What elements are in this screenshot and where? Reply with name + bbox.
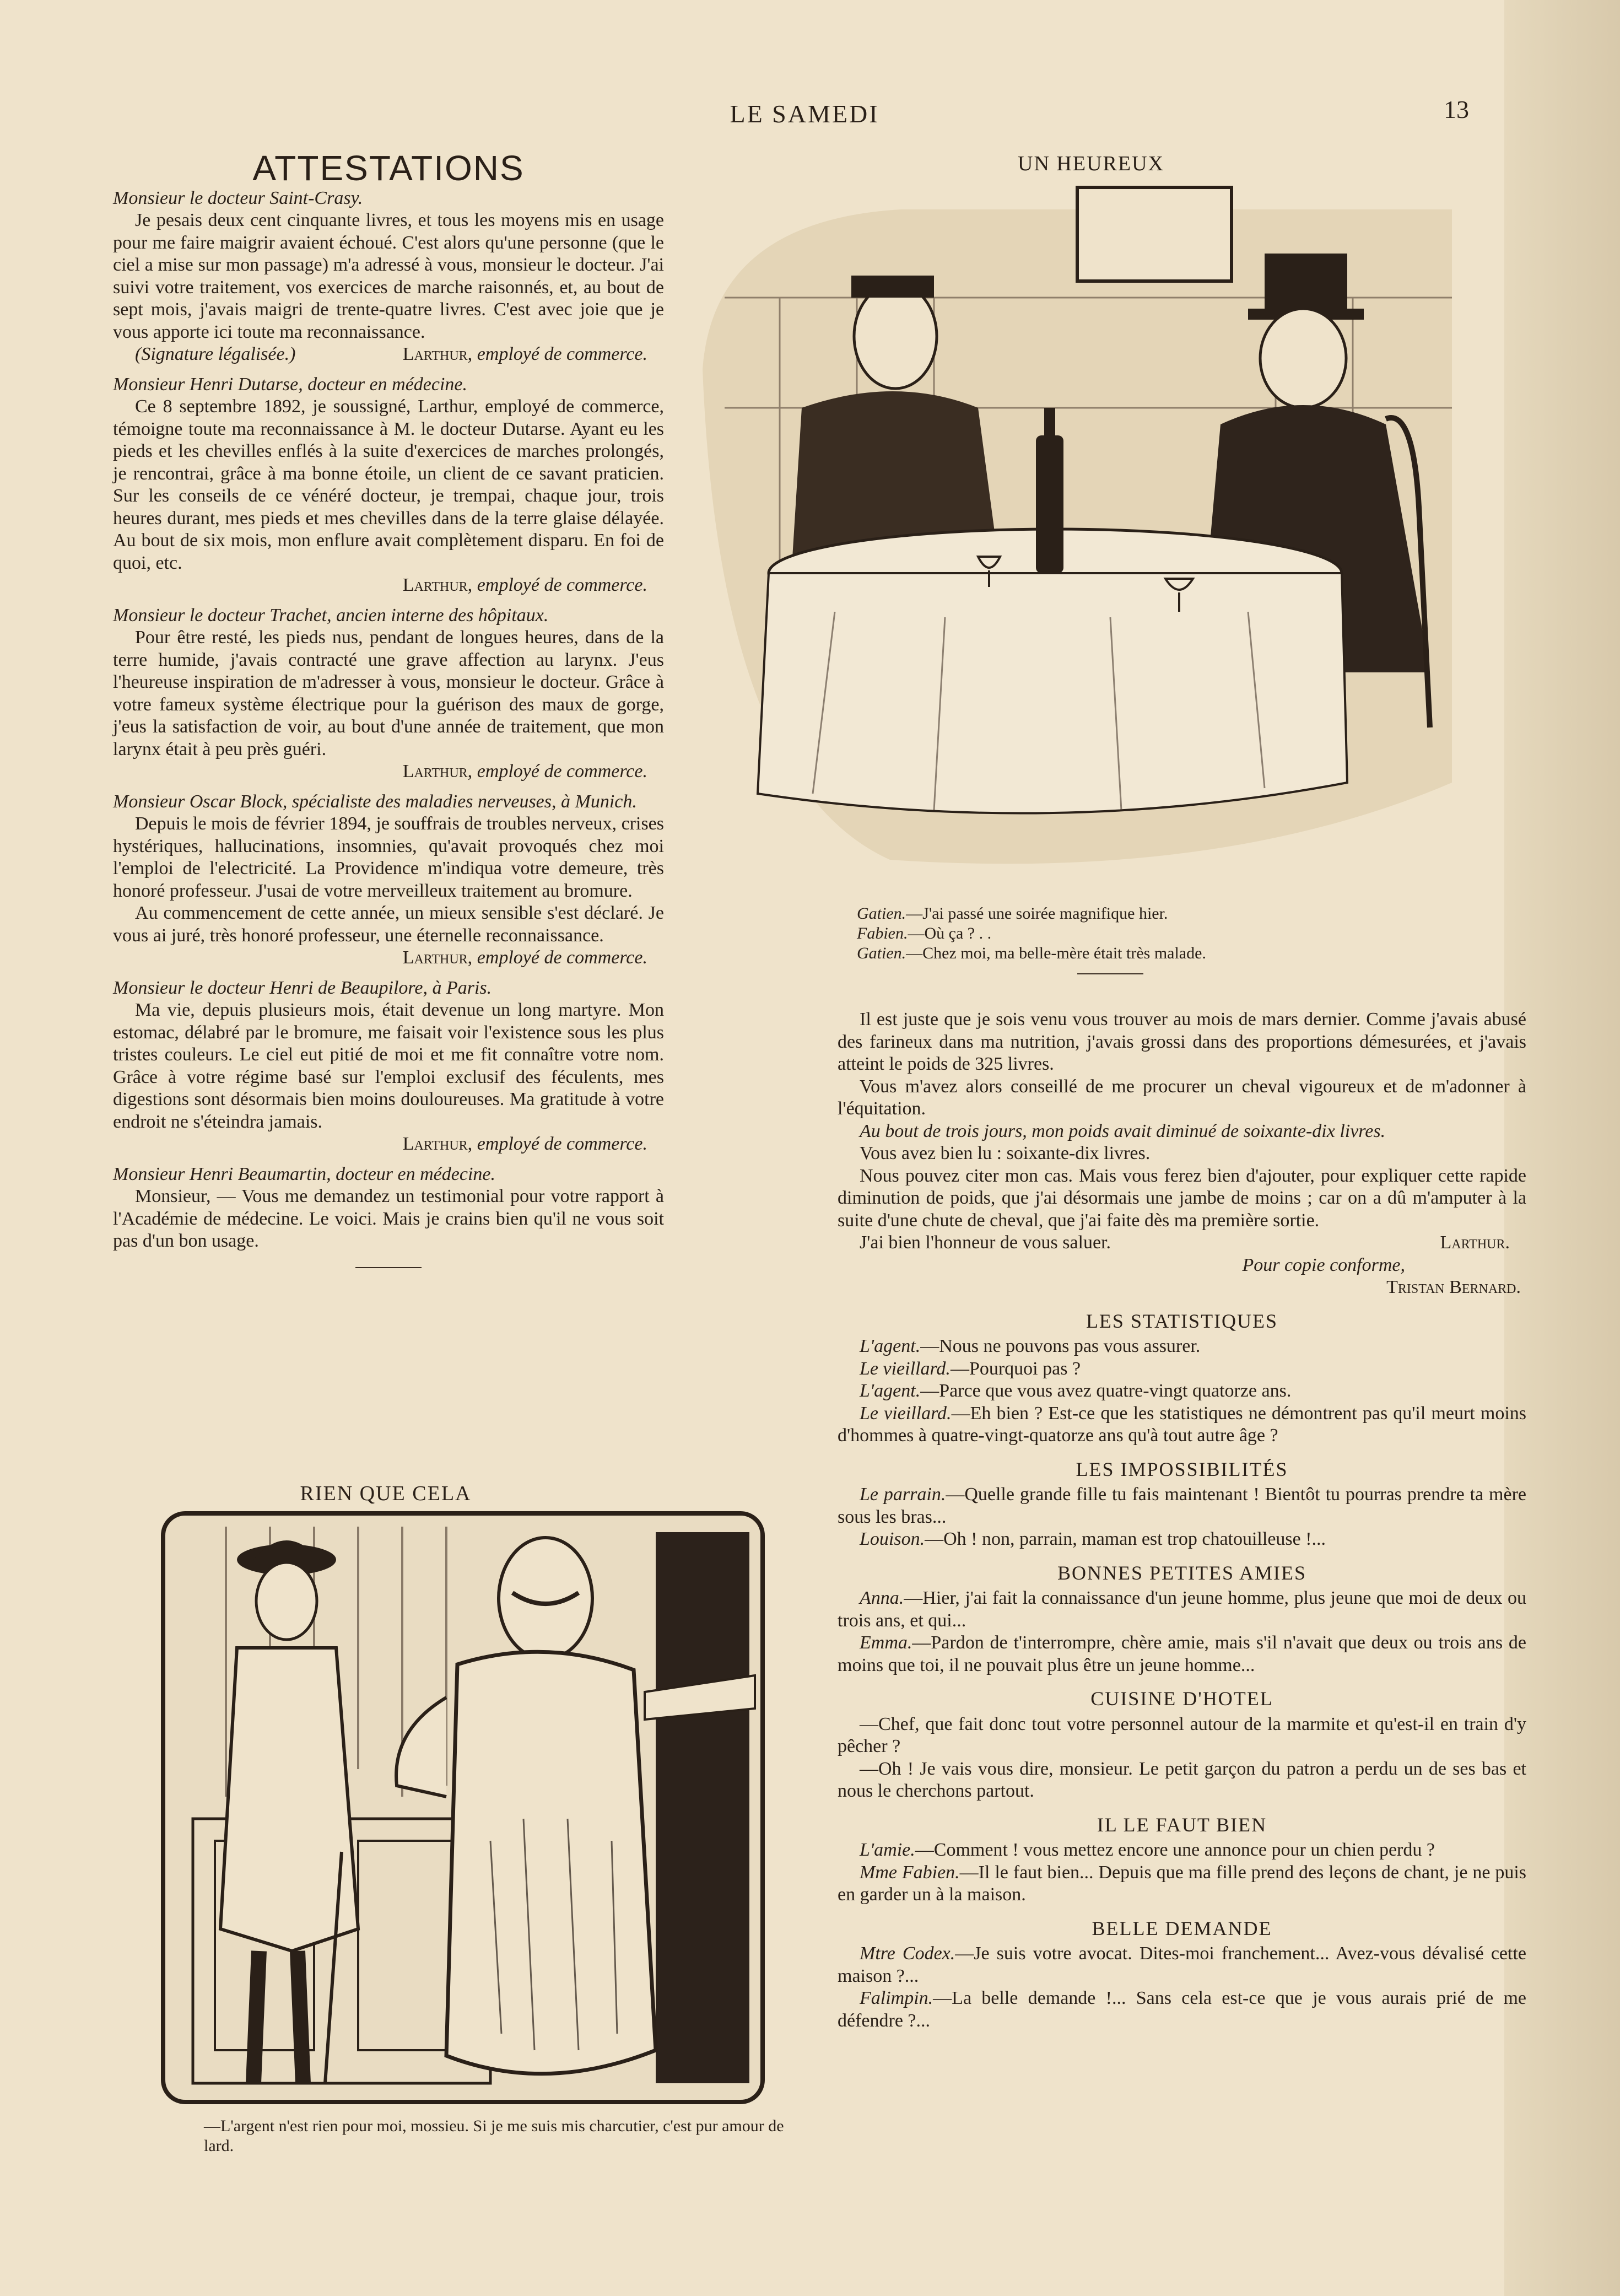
speaker: Mtre Codex. — [860, 1943, 955, 1964]
letter — [113, 374, 664, 597]
line-text: —Je suis votre avocat. Dites-moi franchement... Avez-vous dévalisé cette maison ?... — [838, 1943, 1526, 1986]
letter-body: Monsieur, — Vous me demandez un testimonial pour votre rapport à l'Académie de médecine. Le voici. Mais je crains bien qu'il ne vous soit pas d'un bon usage. — [113, 1186, 664, 1251]
speaker: Emma. — [860, 1632, 912, 1653]
line-text: —Parce que vous avez quatre-vingt quatorze ans. — [920, 1381, 1292, 1401]
letter-signature — [113, 1133, 664, 1156]
speaker: Le parrain. — [860, 1484, 946, 1505]
dialogue-line — [838, 1587, 1526, 1632]
line-text: —Chef, que fait donc tout votre personnel autour de la marmite et qu'est-il en train d'y pêcher ? — [838, 1713, 1526, 1756]
caption-speaker: Fabien. — [857, 924, 908, 942]
section-divider — [355, 1267, 422, 1268]
dialogue-line — [838, 1403, 1526, 1447]
caption-speaker: Gatien. — [857, 904, 906, 923]
cartoon-charcutier-illustration — [160, 1510, 766, 2105]
continuation-paragraph: Vous avez bien lu : soixante-dix livres. — [860, 1143, 1151, 1163]
un-heureux-title: UN HEUREUX — [1018, 152, 1164, 175]
attestations-title: ATTESTATIONS — [252, 148, 525, 188]
caption-text: —J'ai passé une soirée magnifique hier. — [906, 904, 1168, 923]
joke-title: CUISINE D'HOTEL — [1090, 1688, 1273, 1710]
joke-block — [838, 1814, 1526, 1906]
letter-continuation — [838, 1009, 1526, 1299]
speaker: L'amie. — [860, 1840, 915, 1860]
joke-title: BONNES PETITES AMIES — [1057, 1561, 1307, 1584]
attestations-column — [113, 148, 664, 1274]
cartoon-cafe-illustration — [669, 176, 1479, 893]
caption-line — [857, 924, 1463, 944]
letter-note — [113, 343, 664, 366]
dialogue-line — [838, 1713, 1526, 1758]
letter-addressee: Monsieur Henri Beaumartin, docteur en médecine. — [113, 1163, 495, 1184]
speaker: L'agent. — [860, 1381, 921, 1401]
line-text: —Pardon de t'interrompre, chère amie, mais s'il n'avait que deux ou trois ans de moins que toi, il ne pouvait plus être un jeune homme... — [838, 1632, 1526, 1675]
caption-text: —Où ça ? . . — [908, 924, 992, 942]
letter-addressee: Monsieur Oscar Block, spécialiste des maladies nerveuses, à Munich. — [113, 791, 637, 812]
letter-addressee: Monsieur le docteur Trachet, ancien interne des hôpitaux. — [113, 605, 549, 626]
joke-block — [838, 1562, 1526, 1677]
letter — [113, 605, 664, 783]
letter-body: Depuis le mois de février 1894, je souffrais de troubles nerveux, crises hystériques, hallucinations, insomnies, qu'avait provoqués chez moi l'emploi de l'electricité. La Providence m'indiqua votre demeure, très honoré professeur. J'usai de votre merveilleux traitement au bromure. — [113, 813, 664, 901]
dialogue-line — [838, 1758, 1526, 1803]
letter — [113, 1163, 664, 1253]
dialogue-line — [838, 1943, 1526, 1987]
joke-title: LES IMPOSSIBILITÉS — [1076, 1458, 1288, 1480]
letter-body: Pour être resté, les pieds nus, pendant de longues heures, dans de la terre humide, j'avais contracté une grave affection au larynx. J'eus l'heureuse inspiration de m'adresser à vous, monsieur le docteur. Grâce à votre fameux système électrique pour la guérison des maux de gorge, j'eus la satisfaction de voir, au bout d'une année de traitement, que mon larynx était à peu près guéri. — [113, 627, 664, 759]
joke-title: LES STATISTIQUES — [1086, 1309, 1278, 1332]
continuation-paragraph: Nous pouvez citer mon cas. Mais vous ferez bien d'ajouter, pour expliquer cette rapide diminution de poids, que j'ai désormais une jambe de moins ; car on a dû m'amputer à la suite d'une chute de cheval, que j'ai faite dès ma première sortie. — [838, 1165, 1526, 1231]
dialogue-line — [838, 1862, 1526, 1906]
line-text: —Il le faut bien... Depuis que ma fille prend des leçons de chant, je ne puis en garder un à la maison. — [838, 1862, 1526, 1905]
letter — [113, 977, 664, 1156]
joke-block — [838, 1310, 1526, 1447]
speaker: Le vieillard. — [860, 1403, 952, 1424]
masthead: LE SAMEDI — [730, 100, 879, 128]
joke-title: BELLE DEMANDE — [1092, 1917, 1272, 1939]
signature-role: employé de commerce. — [477, 575, 647, 595]
line-text: —Oh ! Je vais vous dire, monsieur. Le petit garçon du patron a perdu un de ses bas et nous le cherchons partout. — [838, 1758, 1526, 1801]
joke-block — [838, 1688, 1526, 1803]
joke-title: IL LE FAUT BIEN — [1097, 1813, 1267, 1836]
signature-name: Larthur, — [402, 947, 473, 968]
continuation-paragraph: Il est juste que je sois venu vous trouver au mois de mars dernier. Comme j'avais abusé des farineux dans ma nutrition, j'avais grossi dans des proportions démesurées, et j'avais atteint le poids de 325 livres. — [838, 1009, 1526, 1074]
dialogue-line — [838, 1335, 1526, 1358]
letter — [113, 791, 664, 969]
dialogue-line — [838, 1484, 1526, 1528]
speaker: Mme Fabien. — [860, 1862, 960, 1883]
author-name: Tristan Bernard. — [1386, 1277, 1521, 1297]
signature-role: employé de commerce. — [477, 761, 647, 781]
right-column — [838, 1009, 1526, 2032]
dialogue-line — [838, 1632, 1526, 1677]
signature-name: Larthur, — [402, 1134, 473, 1154]
dialogue-line — [838, 1528, 1526, 1551]
letter-signature — [403, 343, 664, 366]
rien-que-cela-caption: —L'argent n'est rien pour moi, mossieu. Si je me suis mis charcutier, c'est pur amour de lard. — [204, 2117, 784, 2155]
caption-speaker: Gatien. — [857, 944, 906, 962]
letter-body: Au commencement de cette année, un mieux sensible s'est déclaré. Je vous ai juré, très honoré professeur, une éternelle reconnaissance. — [113, 903, 664, 946]
signature-role: employé de commerce. — [477, 344, 647, 364]
letter-signature — [113, 574, 664, 597]
closing-line: J'ai bien l'honneur de vous saluer. — [860, 1232, 1111, 1253]
line-text: —Hier, j'ai fait la connaissance d'un jeune homme, plus jeune que moi de deux ou trois ans, et qui... — [838, 1588, 1526, 1631]
dialogue-line — [838, 1358, 1526, 1381]
continuation-paragraph — [838, 1232, 1526, 1254]
joke-block — [838, 1458, 1526, 1551]
letter-body: Je pesais deux cent cinquante livres, et tous les moyens mis en usage pour me faire maigrir avaient échoué. C'est alors qu'une personne (que le ciel a mise sur mon passage) m'a adressé à vous, monsieur le docteur. J'ai suivi votre traitement, vos exercices de marche raisonnés, et, au bout de sept mois, j'avais maigri de trente-quatre livres. C'est avec joie que je vous apporte ici toute ma reconnaissance. — [113, 210, 664, 342]
letter-signature — [113, 947, 664, 969]
line-text: —Oh ! non, parrain, maman est trop chatouilleuse !... — [925, 1529, 1326, 1549]
caption-text: —Chez moi, ma belle-mère était très malade. — [906, 944, 1206, 962]
letter — [113, 187, 664, 366]
speaker: Anna. — [860, 1588, 904, 1608]
line-text: —La belle demande !... Sans cela est-ce que je vous aurais prié de me défendre ?... — [838, 1988, 1526, 2031]
legalized-note: (Signature légalisée.) — [135, 344, 296, 364]
caption-line — [857, 904, 1463, 924]
page-number: 13 — [1444, 95, 1469, 123]
letter-body: Ce 8 septembre 1892, je soussigné, Larthur, employé de commerce, témoigne toute ma reconnaissance à M. le docteur Dutarse. Ayant eu les pieds et les chevilles enflés à la suite d'exercices de marches prolongés, je rencontrai, grâce à ma bonne étoile, un client de ce savant praticien. Sur les conseils de ce vénéré docteur, je trempai, chaque jour, trois heures durant, mes pieds et mes chevilles dans de la terre glaise délayée. Au bout de six mois, mon enflure avait complètement disparu. En foi de quoi, etc. — [113, 396, 664, 573]
signature-name: Larthur, — [402, 344, 473, 364]
dialogue-line — [838, 1839, 1526, 1862]
line-text: —Quelle grande fille tu fais maintenant ! Bientôt tu pourras prendre ta mère sous les bras... — [838, 1484, 1526, 1527]
line-text: —Comment ! vous mettez encore une annonce pour un chien perdu ? — [915, 1840, 1435, 1860]
continuation-paragraph: Au bout de trois jours, mon poids avait diminué de soixante-dix livres. — [860, 1120, 1386, 1141]
speaker: Louison. — [860, 1529, 925, 1549]
signature-role: employé de commerce. — [477, 1134, 647, 1154]
caption-line — [857, 944, 1463, 963]
signature-name: Larthur, — [402, 575, 473, 595]
rien-que-cela-title: RIEN QUE CELA — [300, 1482, 472, 1505]
speaker: L'agent. — [860, 1336, 921, 1356]
signature-name: Larthur, — [402, 761, 473, 781]
continuation-signature: Larthur. — [1440, 1232, 1510, 1253]
dialogue-line — [838, 1987, 1526, 2032]
letter-signature — [113, 761, 664, 783]
joke-block — [838, 1917, 1526, 2033]
line-text: —Eh bien ? Est-ce que les statistiques ne démontrent pas qu'il meurt moins d'hommes à quatre-vingt-quatorze ans qu'à tout autre âge ? — [838, 1403, 1526, 1446]
dialogue-line — [838, 1380, 1526, 1403]
section-divider — [1077, 973, 1143, 974]
signature-role: employé de commerce. — [477, 947, 647, 968]
line-text: —Pourquoi pas ? — [950, 1358, 1081, 1379]
letter-addressee: Monsieur le docteur Saint-Crasy. — [113, 187, 363, 208]
speaker: Le vieillard. — [860, 1358, 951, 1379]
letter-addressee: Monsieur Henri Dutarse, docteur en médecine. — [113, 374, 468, 395]
letter-addressee: Monsieur le docteur Henri de Beaupilore, à Paris. — [113, 977, 492, 998]
un-heureux-caption — [857, 904, 1463, 974]
continuation-paragraph: Vous m'avez alors conseillé de me procurer un cheval vigoureux et de m'adonner à l'équitation. — [838, 1076, 1526, 1119]
speaker: Falimpin. — [860, 1988, 933, 2008]
line-text: —Nous ne pouvons pas vous assurer. — [920, 1336, 1201, 1356]
letter-body: Ma vie, depuis plusieurs mois, était devenue un long martyre. Mon estomac, délabré par le bromure, me faisait voir l'existence sous les plus tristes couleurs. Le ciel eut pitié de moi et me fit connaître votre nom. Grâce à votre régime basé sur l'emploi exclusif des féculents, mes digestions sont désormais bien moins douloureuses. Ma gratitude à votre endroit ne s'éteindra jamais. — [113, 1000, 664, 1132]
copy-note: Pour copie conforme, — [1242, 1254, 1405, 1275]
